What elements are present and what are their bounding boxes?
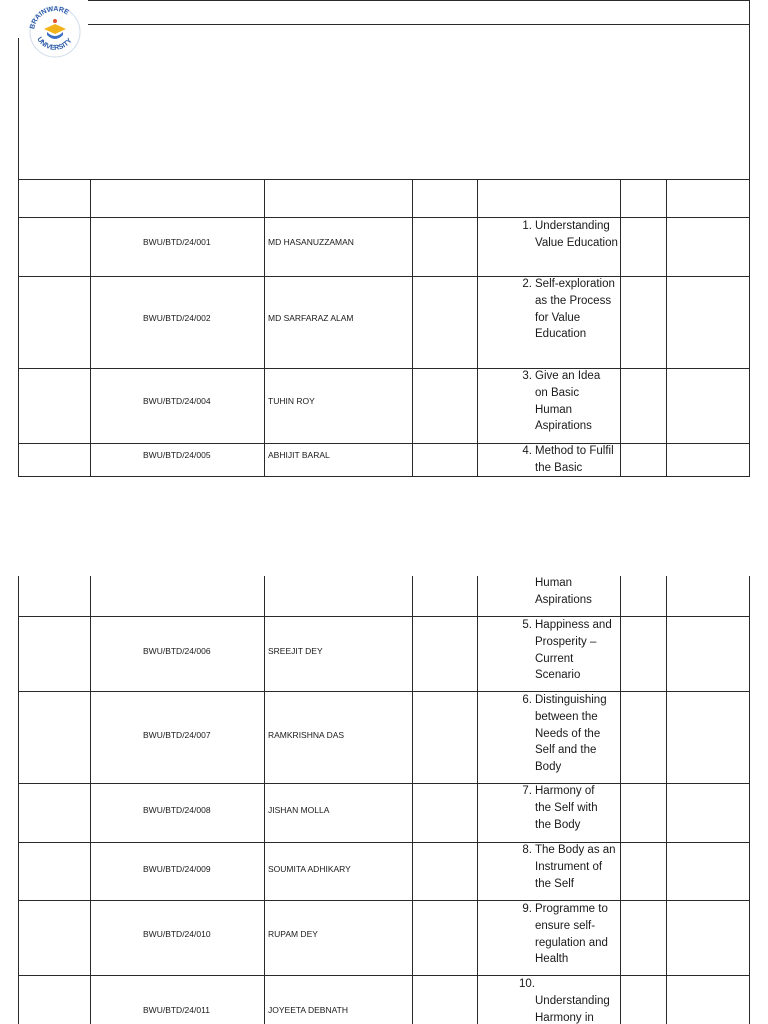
topic-cell: 4. Method to Fulfil the Basic bbox=[522, 445, 614, 474]
student-name: ABHIJIT BARAL bbox=[268, 450, 330, 460]
university-logo bbox=[22, 4, 88, 58]
topic-cell: 7. Harmony of the Self with the Body bbox=[522, 785, 598, 831]
student-name: TUHIN ROY bbox=[268, 396, 315, 406]
student-name: RAMKRISHNA DAS bbox=[268, 730, 345, 740]
header-border-left bbox=[18, 38, 19, 180]
topic-continuation: Human Aspirations bbox=[535, 577, 592, 606]
student-name: RUPAM DEY bbox=[268, 929, 318, 939]
header-border-mid bbox=[88, 24, 750, 25]
student-id: BWU/BTD/24/006 bbox=[143, 646, 211, 656]
topic-cell: 2. Self-exploration as the Process for Value Education bbox=[522, 278, 615, 341]
topic-cell: 6. Distinguishing between the Needs of the Self and the Body bbox=[522, 694, 607, 774]
student-name: SOUMITA ADHIKARY bbox=[268, 864, 351, 874]
student-name: MD SARFARAZ ALAM bbox=[268, 313, 354, 323]
topic-cell: 3. Give an Idea on Basic Human Aspirations bbox=[522, 370, 601, 433]
student-id: BWU/BTD/24/010 bbox=[143, 929, 211, 939]
student-name: JOYEETA DEBNATH bbox=[268, 1005, 348, 1015]
student-name: JISHAN MOLLA bbox=[268, 805, 330, 815]
svg-text:UNIVERSITY: UNIVERSITY bbox=[35, 36, 74, 52]
header-border-top bbox=[88, 0, 750, 1]
student-name: MD HASANUZZAMAN bbox=[268, 237, 354, 247]
header-border-right bbox=[749, 0, 750, 180]
student-id: BWU/BTD/24/009 bbox=[143, 864, 211, 874]
topic-cell: 8. The Body as an Instrument of the Self bbox=[522, 844, 616, 890]
topic-cell: 9. Programme to ensure self-regulation and Health bbox=[522, 903, 608, 966]
student-id: BWU/BTD/24/001 bbox=[143, 237, 211, 247]
student-id: BWU/BTD/24/011 bbox=[143, 1005, 210, 1015]
student-id: BWU/BTD/24/005 bbox=[143, 450, 211, 460]
student-id: BWU/BTD/24/002 bbox=[143, 313, 211, 323]
topic-cell: 10. Understanding Harmony in bbox=[519, 978, 610, 1024]
student-id: BWU/BTD/24/004 bbox=[143, 396, 211, 406]
student-id: BWU/BTD/24/008 bbox=[143, 805, 211, 815]
student-id: BWU/BTD/24/007 bbox=[143, 730, 211, 740]
topic-cell: 1. Understanding Value Education bbox=[522, 220, 618, 249]
topic-cell: 5. Happiness and Prosperity – Current Scenario bbox=[522, 619, 612, 682]
svg-text:BRAINWARE: BRAINWARE bbox=[29, 5, 70, 30]
student-name: SREEJIT DEY bbox=[268, 646, 323, 656]
